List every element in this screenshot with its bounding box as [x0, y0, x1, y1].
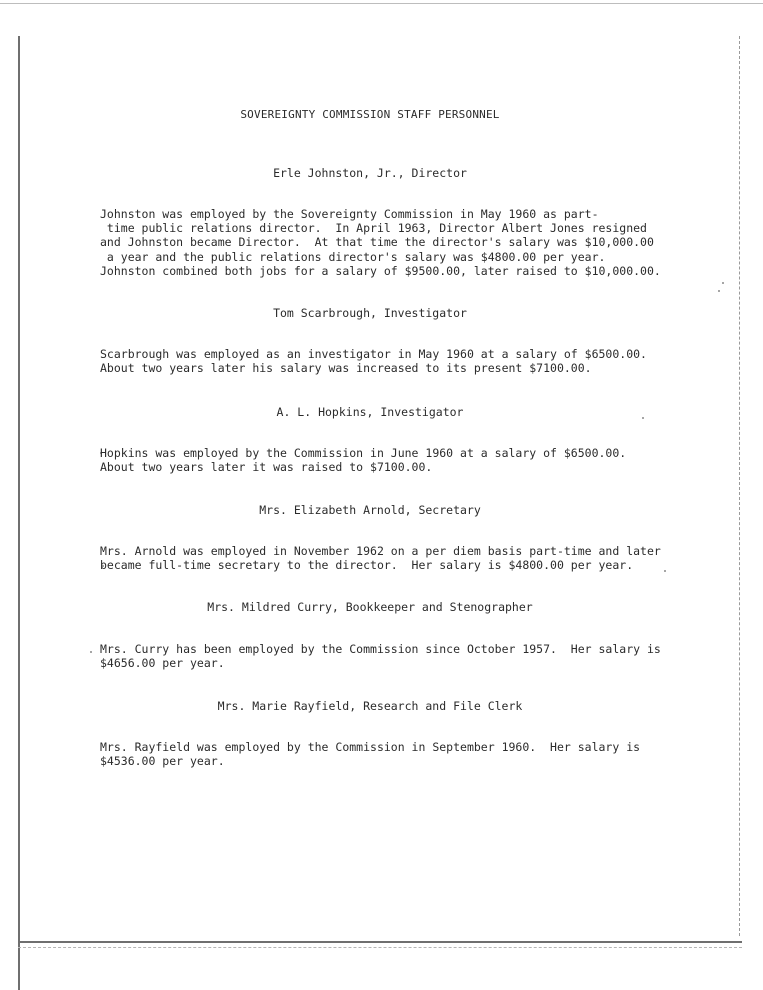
- text-line: Mrs. Curry has been employed by the Commission since October 1957. Her salary is: [100, 642, 661, 656]
- text-line: became full-time secretary to the director. Her salary is $4800.00 per year.: [100, 558, 634, 573]
- section-text-curry: [100, 642, 700, 670]
- scan-edge-bottom: [18, 941, 742, 943]
- text-line: and Johnston became Director. At that time the director's salary was $10,000.00: [100, 235, 654, 250]
- text-line: Hopkins was employed by the Commission in June 1960 at a salary of $6500.00.: [100, 446, 627, 460]
- text-line: Johnston was employed by the Sovereignty Commission in May 1960 as part-: [100, 207, 599, 221]
- section-text-scarbrough: [100, 347, 700, 375]
- text-line: a year and the public relations director's salary was $4800.00 per year.: [100, 249, 606, 264]
- section-heading-johnston: Erle Johnston, Jr., Director: [273, 166, 467, 180]
- section-heading-hopkins: A. L. Hopkins, Investigator: [276, 405, 464, 419]
- text-line: Scarbrough was employed as an investigator in May 1960 at a salary of $6500.00.: [100, 347, 647, 361]
- text-line: Mrs. Arnold was employed in November 1962 on a per diem basis part-time and later: [100, 544, 661, 558]
- section-heading-arnold: Mrs. Elizabeth Arnold, Secretary: [259, 503, 481, 517]
- section-text-hopkins: [100, 446, 700, 474]
- section-text-rayfield: [100, 740, 700, 768]
- section-text-johnston: [100, 207, 700, 278]
- scan-speck: [90, 651, 92, 653]
- text-line: $4656.00 per year.: [100, 656, 225, 671]
- page-title: SOVEREIGNTY COMMISSION STAFF PERSONNEL: [240, 108, 500, 121]
- text-line: Mrs. Rayfield was employed by the Commission in September 1960. Her salary is: [100, 740, 641, 754]
- text-line: $4536.00 per year.: [100, 754, 225, 769]
- section-heading-curry: Mrs. Mildred Curry, Bookkeeper and Stenographer: [207, 600, 533, 614]
- section-text-arnold: [100, 544, 700, 572]
- scan-speck: [722, 282, 724, 284]
- section-heading-scarbrough: Tom Scarbrough, Investigator: [273, 306, 467, 320]
- text-line: About two years later his salary was increased to its present $7100.00.: [100, 361, 592, 376]
- scan-edge-top: [0, 3, 763, 4]
- text-line: Johnston combined both jobs for a salary of $9500.00, later raised to $10,000.00.: [100, 263, 661, 278]
- scan-edge-bottom-dashed: [18, 947, 742, 948]
- scan-speck: [718, 290, 720, 292]
- section-heading-rayfield: Mrs. Marie Rayfield, Research and File Clerk: [217, 699, 523, 713]
- text-line: About two years later it was raised to $7100.00.: [100, 460, 433, 475]
- text-line: time public relations director. In April 1963, Director Albert Jones resigned: [100, 221, 647, 236]
